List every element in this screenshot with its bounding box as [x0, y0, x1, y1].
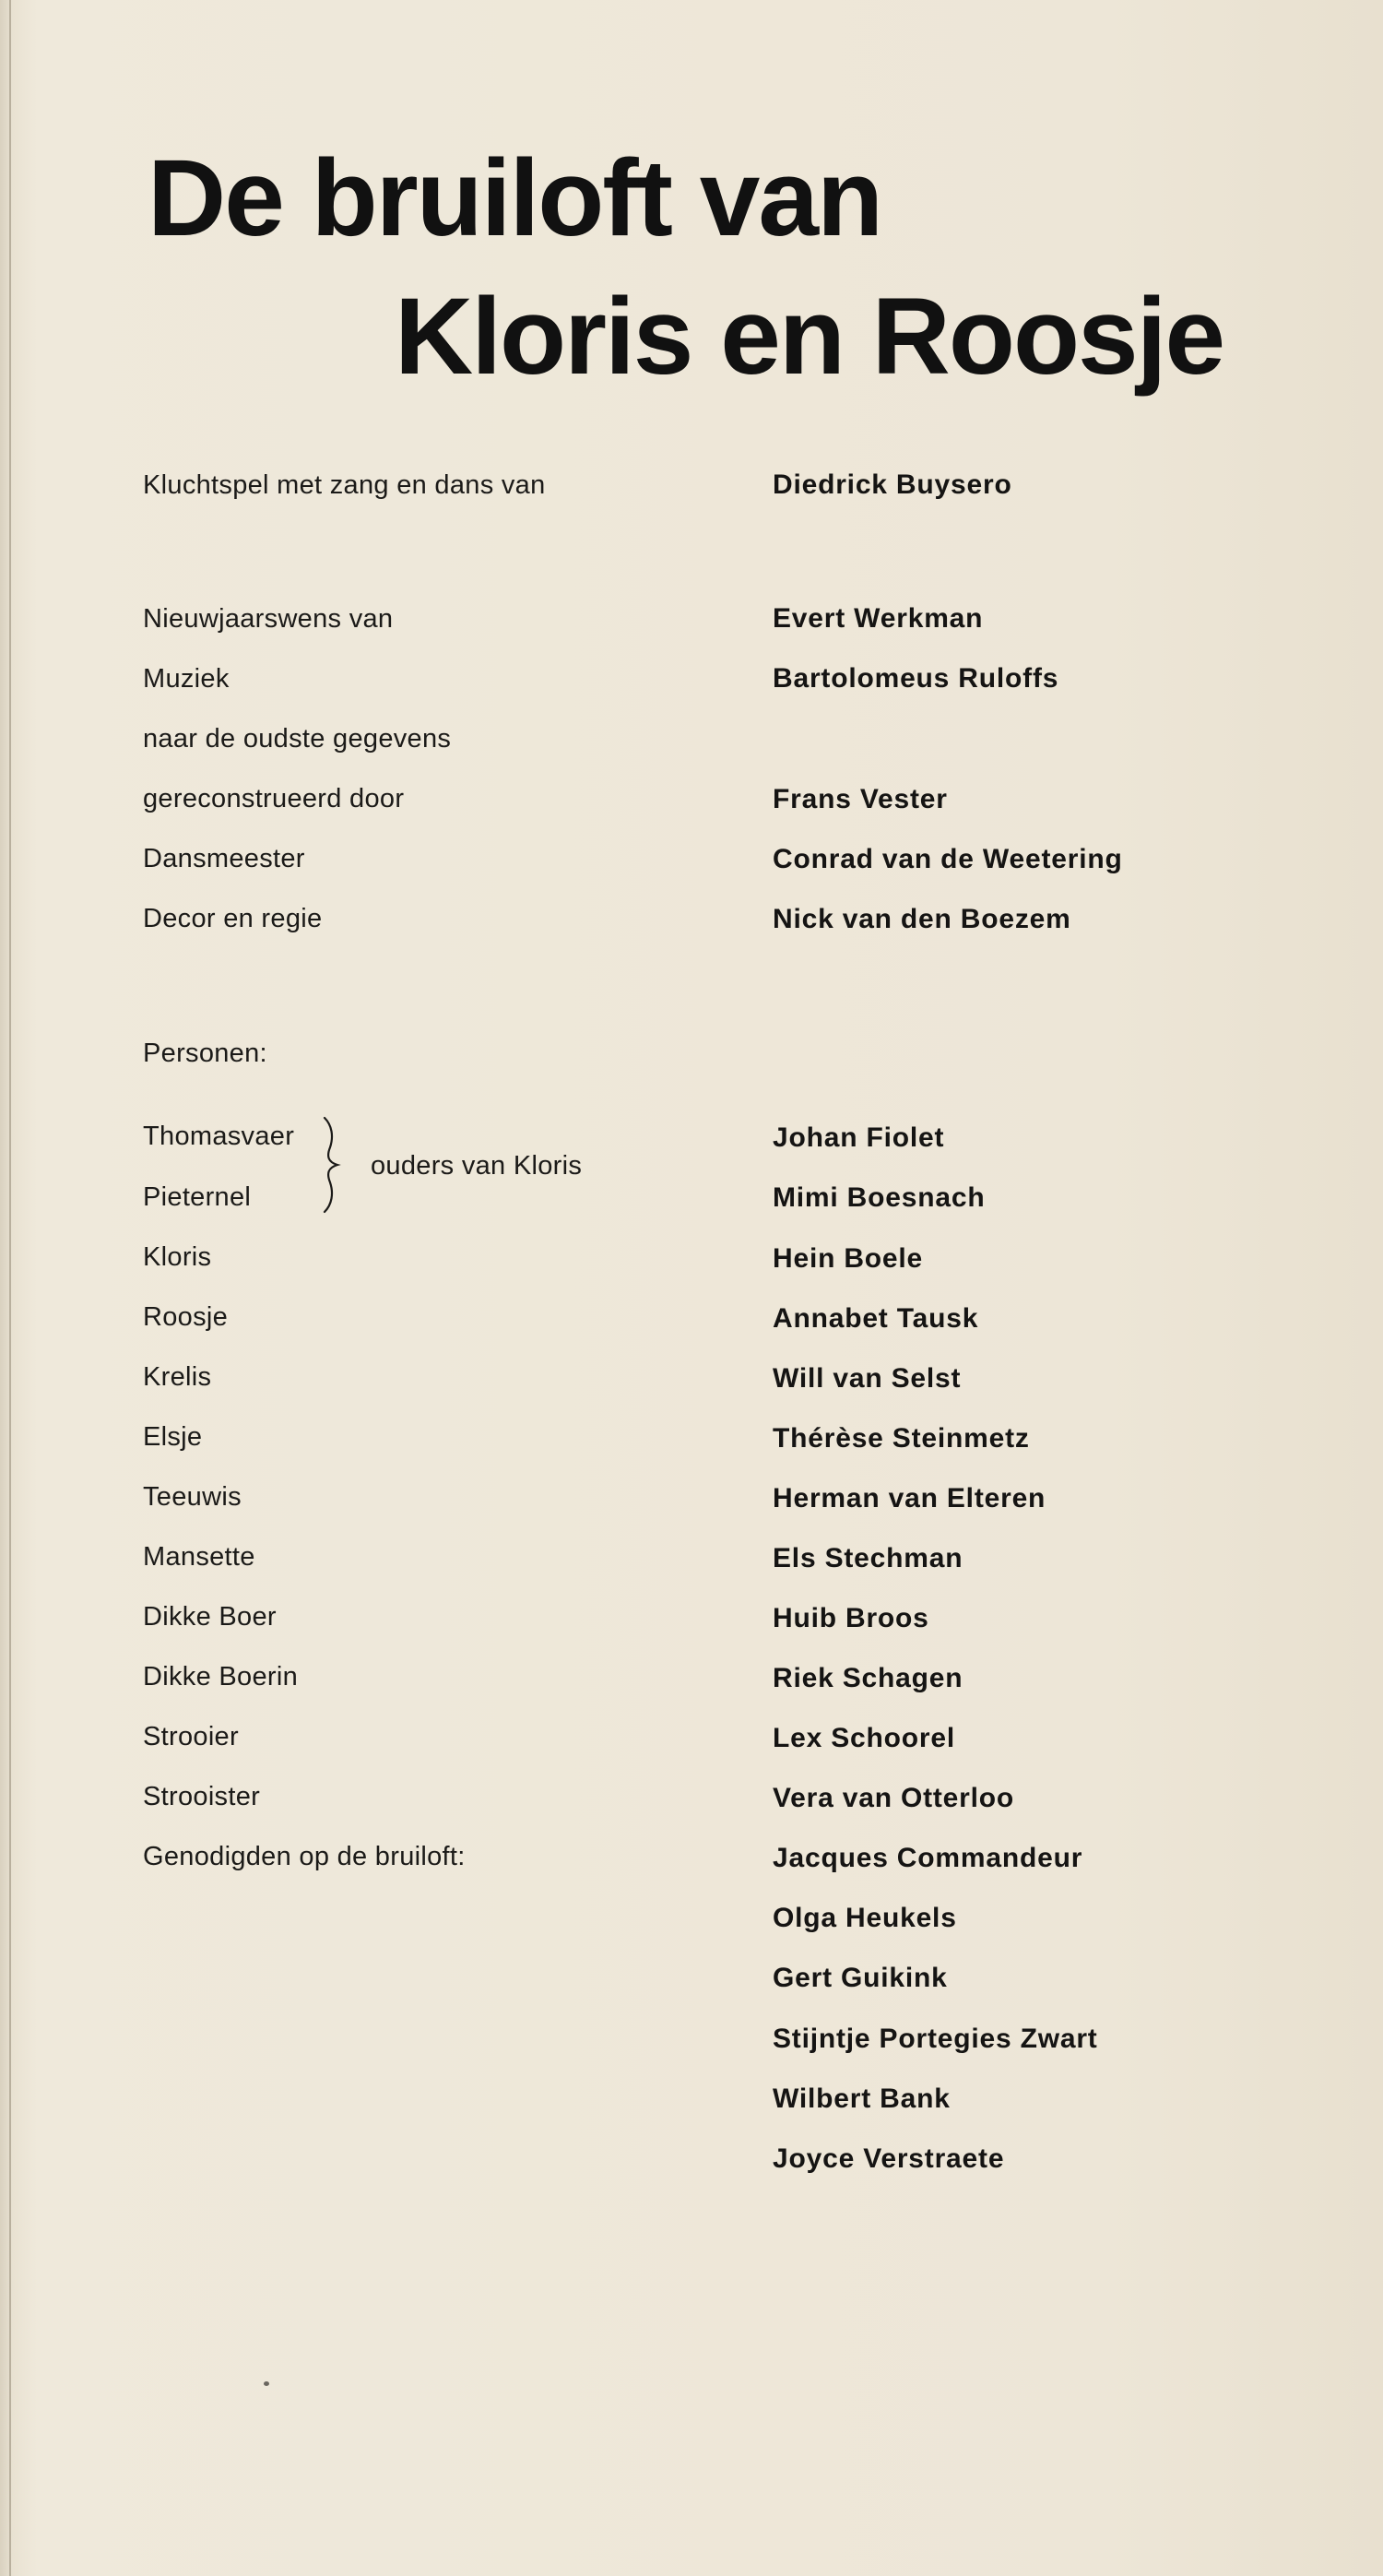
credit-name-new-year-wish: Evert Werkman	[773, 603, 984, 634]
cast-role: Strooier	[143, 1722, 239, 1751]
credit-name-decor-direction: Nick van den Boezem	[773, 904, 1071, 934]
cast-actor: Annabet Tausk	[773, 1303, 979, 1334]
title-line-1: De bruiloft van	[148, 137, 882, 259]
cast-role: Mansette	[143, 1542, 255, 1572]
cast-actor: Vera van Otterloo	[773, 1783, 1015, 1813]
credit-name-author: Diedrick Buysero	[773, 469, 1012, 500]
guest-name: Gert Guikink	[773, 1963, 948, 1993]
cast-role: Teeuwis	[143, 1482, 242, 1512]
cast-actor: Mimi Boesnach	[773, 1182, 986, 1213]
cast-heading: Personen:	[143, 1039, 267, 1068]
cast-actor: Riek Schagen	[773, 1663, 963, 1693]
page-fold-line	[9, 0, 11, 2576]
guest-name: Wilbert Bank	[773, 2083, 951, 2114]
parents-brace	[319, 1116, 347, 1214]
credit-name-music: Bartolomeus Ruloffs	[773, 663, 1059, 694]
credit-label-sources: naar de oudste gegevens	[143, 724, 452, 754]
cast-role: Pieternel	[143, 1182, 252, 1212]
cast-role: Strooister	[143, 1782, 261, 1811]
cast-role: Elsje	[143, 1422, 203, 1452]
cast-actor: Huib Broos	[773, 1603, 929, 1633]
title-line-2: Kloris en Roosje	[395, 276, 1224, 398]
credit-label-dance-master: Dansmeester	[143, 844, 305, 873]
cast-actor: Will van Selst	[773, 1363, 962, 1394]
guest-name: Jacques Commandeur	[773, 1843, 1083, 1873]
cast-role: Kloris	[143, 1242, 212, 1272]
cast-role: Dikke Boerin	[143, 1662, 298, 1692]
parents-note: ouders van Kloris	[371, 1151, 583, 1181]
cast-role: Thomasvaer	[143, 1122, 295, 1151]
guests-label: Genodigden op de bruiloft:	[143, 1842, 466, 1871]
cast-actor: Johan Fiolet	[773, 1122, 945, 1153]
credit-label-author: Kluchtspel met zang en dans van	[143, 470, 546, 500]
cast-role: Dikke Boer	[143, 1602, 277, 1632]
cast-actor: Els Stechman	[773, 1543, 963, 1573]
credit-label-new-year-wish: Nieuwjaarswens van	[143, 604, 394, 634]
guest-name: Stijntje Portegies Zwart	[773, 2024, 1098, 2054]
cast-role: Krelis	[143, 1362, 212, 1392]
cast-actor: Hein Boele	[773, 1243, 924, 1274]
cast-actor: Lex Schoorel	[773, 1723, 955, 1753]
credit-label-music: Muziek	[143, 664, 230, 694]
cast-role: Roosje	[143, 1302, 229, 1332]
paper-speck	[264, 2381, 269, 2386]
cast-actor: Thérèse Steinmetz	[773, 1423, 1030, 1454]
credit-name-dance-master: Conrad van de Weetering	[773, 844, 1123, 874]
guest-name: Joyce Verstraete	[773, 2143, 1005, 2174]
cast-actor: Herman van Elteren	[773, 1483, 1046, 1514]
credit-label-reconstruction: gereconstrueerd door	[143, 784, 405, 813]
credit-name-reconstruction: Frans Vester	[773, 784, 948, 814]
guest-name: Olga Heukels	[773, 1903, 957, 1933]
credit-label-decor-direction: Decor en regie	[143, 904, 323, 933]
